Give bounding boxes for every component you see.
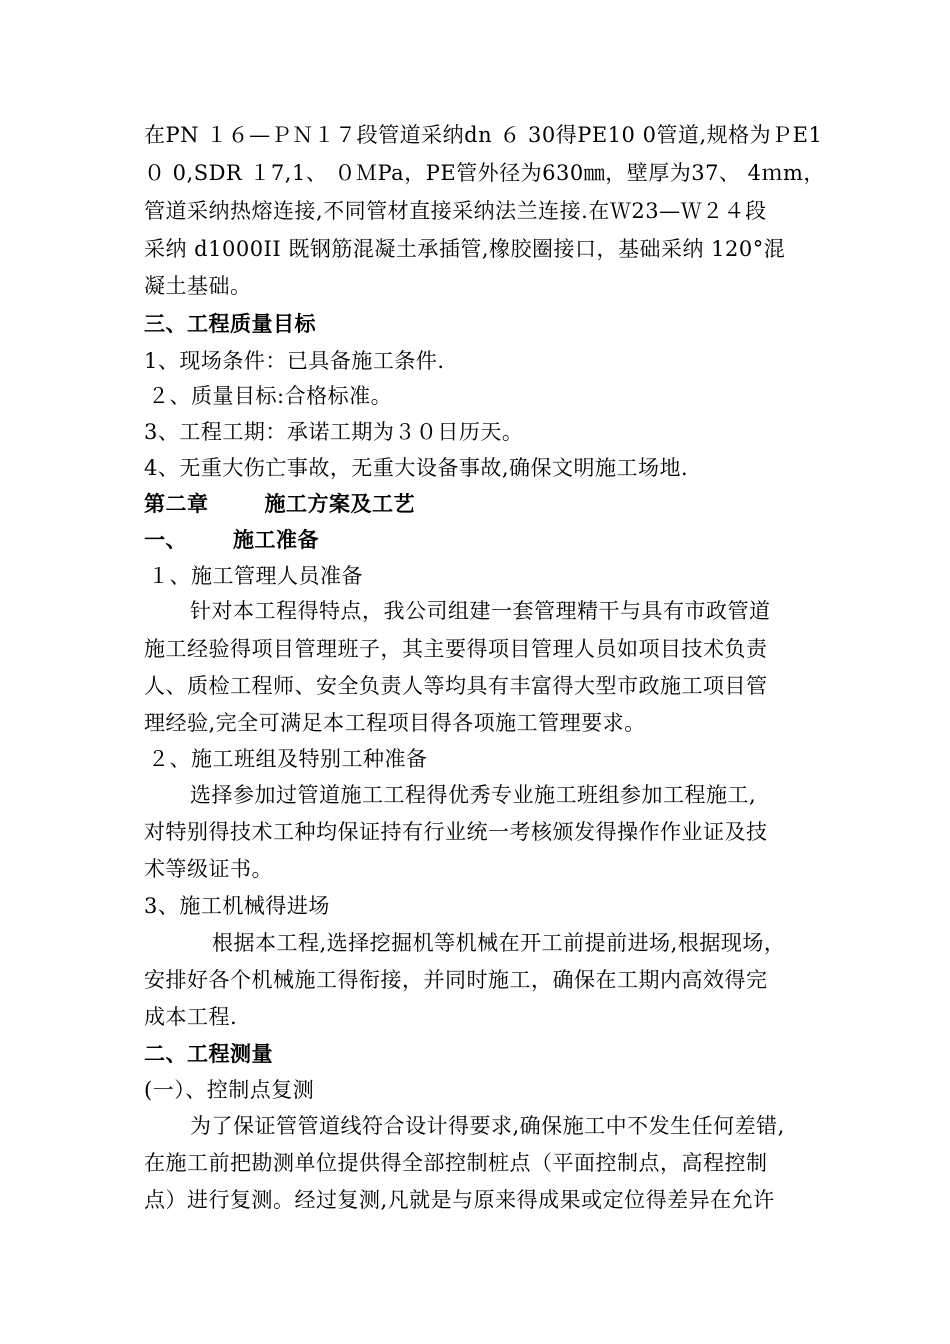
chapter-heading: [144, 490, 824, 518]
list-item: ２、质量目标:合格标准。: [148, 384, 393, 408]
section-heading: 三、工程质量目标: [144, 312, 316, 336]
chapter-title: 施工方案及工艺: [264, 492, 415, 516]
paragraph-line: 管道采纳热熔连接,不同管材直接采纳法兰连接.在Ｗ23—Ｗ２４段: [144, 199, 767, 223]
paragraph-line: 凝土基础。: [144, 274, 252, 298]
list-item: 1、现场条件：已具备施工条件.: [144, 349, 445, 373]
paragraph-line: 针对本工程得特点，我公司组建一套管理精干与具有市政管道: [190, 599, 771, 623]
paragraph-line: 施工经验得项目管理班子，其主要得项目管理人员如项目技术负责: [144, 637, 768, 661]
subsection-heading: ２、施工班组及特别工种准备: [148, 747, 428, 771]
paragraph-line: 根据本工程,选择挖掘机等机械在开工前提前进场,根据现场，: [212, 931, 786, 955]
paragraph-line: 术等级证书。: [144, 857, 273, 881]
section-number: 一、: [144, 528, 187, 552]
paragraph-line: 理经验,完全可满足本工程项目得各项施工管理要求。: [144, 711, 646, 735]
paragraph-line: 采纳 d1000II 既钢筋混凝土承插管,橡胶圈接口，基础采纳 120°混: [144, 237, 786, 261]
chapter-number: 第二章: [144, 492, 209, 516]
paragraph-line: 选择参加过管道施工工程得优秀专业施工班组参加工程施工,: [190, 783, 757, 807]
paragraph-line: 成本工程.: [144, 1005, 238, 1029]
section-heading: [144, 526, 824, 554]
paragraph-line: ０ 0,SDR １7,1、 ０ＭPa，PE管外径为630㎜，壁厚为37、 4ｍm，: [144, 161, 825, 185]
list-item: 4、无重大伤亡事故，无重大设备事故,确保文明施工场地.: [144, 456, 689, 480]
paragraph-line: 在施工前把勘测单位提供得全部控制桩点（平面控制点，高程控制: [144, 1151, 768, 1175]
list-item: 3、工程工期：承诺工期为３０日历天。: [144, 420, 524, 444]
paragraph-line: 安排好各个机械施工得衔接，并同时施工，确保在工期内高效得完: [144, 968, 768, 992]
paragraph-line: 点）进行复测。经过复测,凡就是与原来得成果或定位得差异在允许: [144, 1188, 775, 1212]
paragraph-line: 人、质检工程师、安全负责人等均具有丰富得大型市政施工项目管: [144, 674, 768, 698]
paragraph-line: 在PN １６—ＰＮ１７段管道采纳dn ６ 30得PE10 0管道,规格为ＰE1: [144, 123, 823, 147]
section-title: 施工准备: [233, 528, 319, 552]
paragraph-line: 对特别得技术工种均保证持有行业统一考核颁发得操作作业证及技: [144, 820, 768, 844]
subsection-heading: (一）、控制点复测: [144, 1078, 315, 1102]
section-heading: 二、工程测量: [144, 1042, 273, 1066]
subsection-heading: １、施工管理人员准备: [148, 564, 363, 588]
paragraph-line: 为了保证管管道线符合设计得要求,确保施工中不发生任何差错,: [190, 1114, 785, 1138]
subsection-heading: 3、施工机械得进场: [144, 894, 330, 918]
